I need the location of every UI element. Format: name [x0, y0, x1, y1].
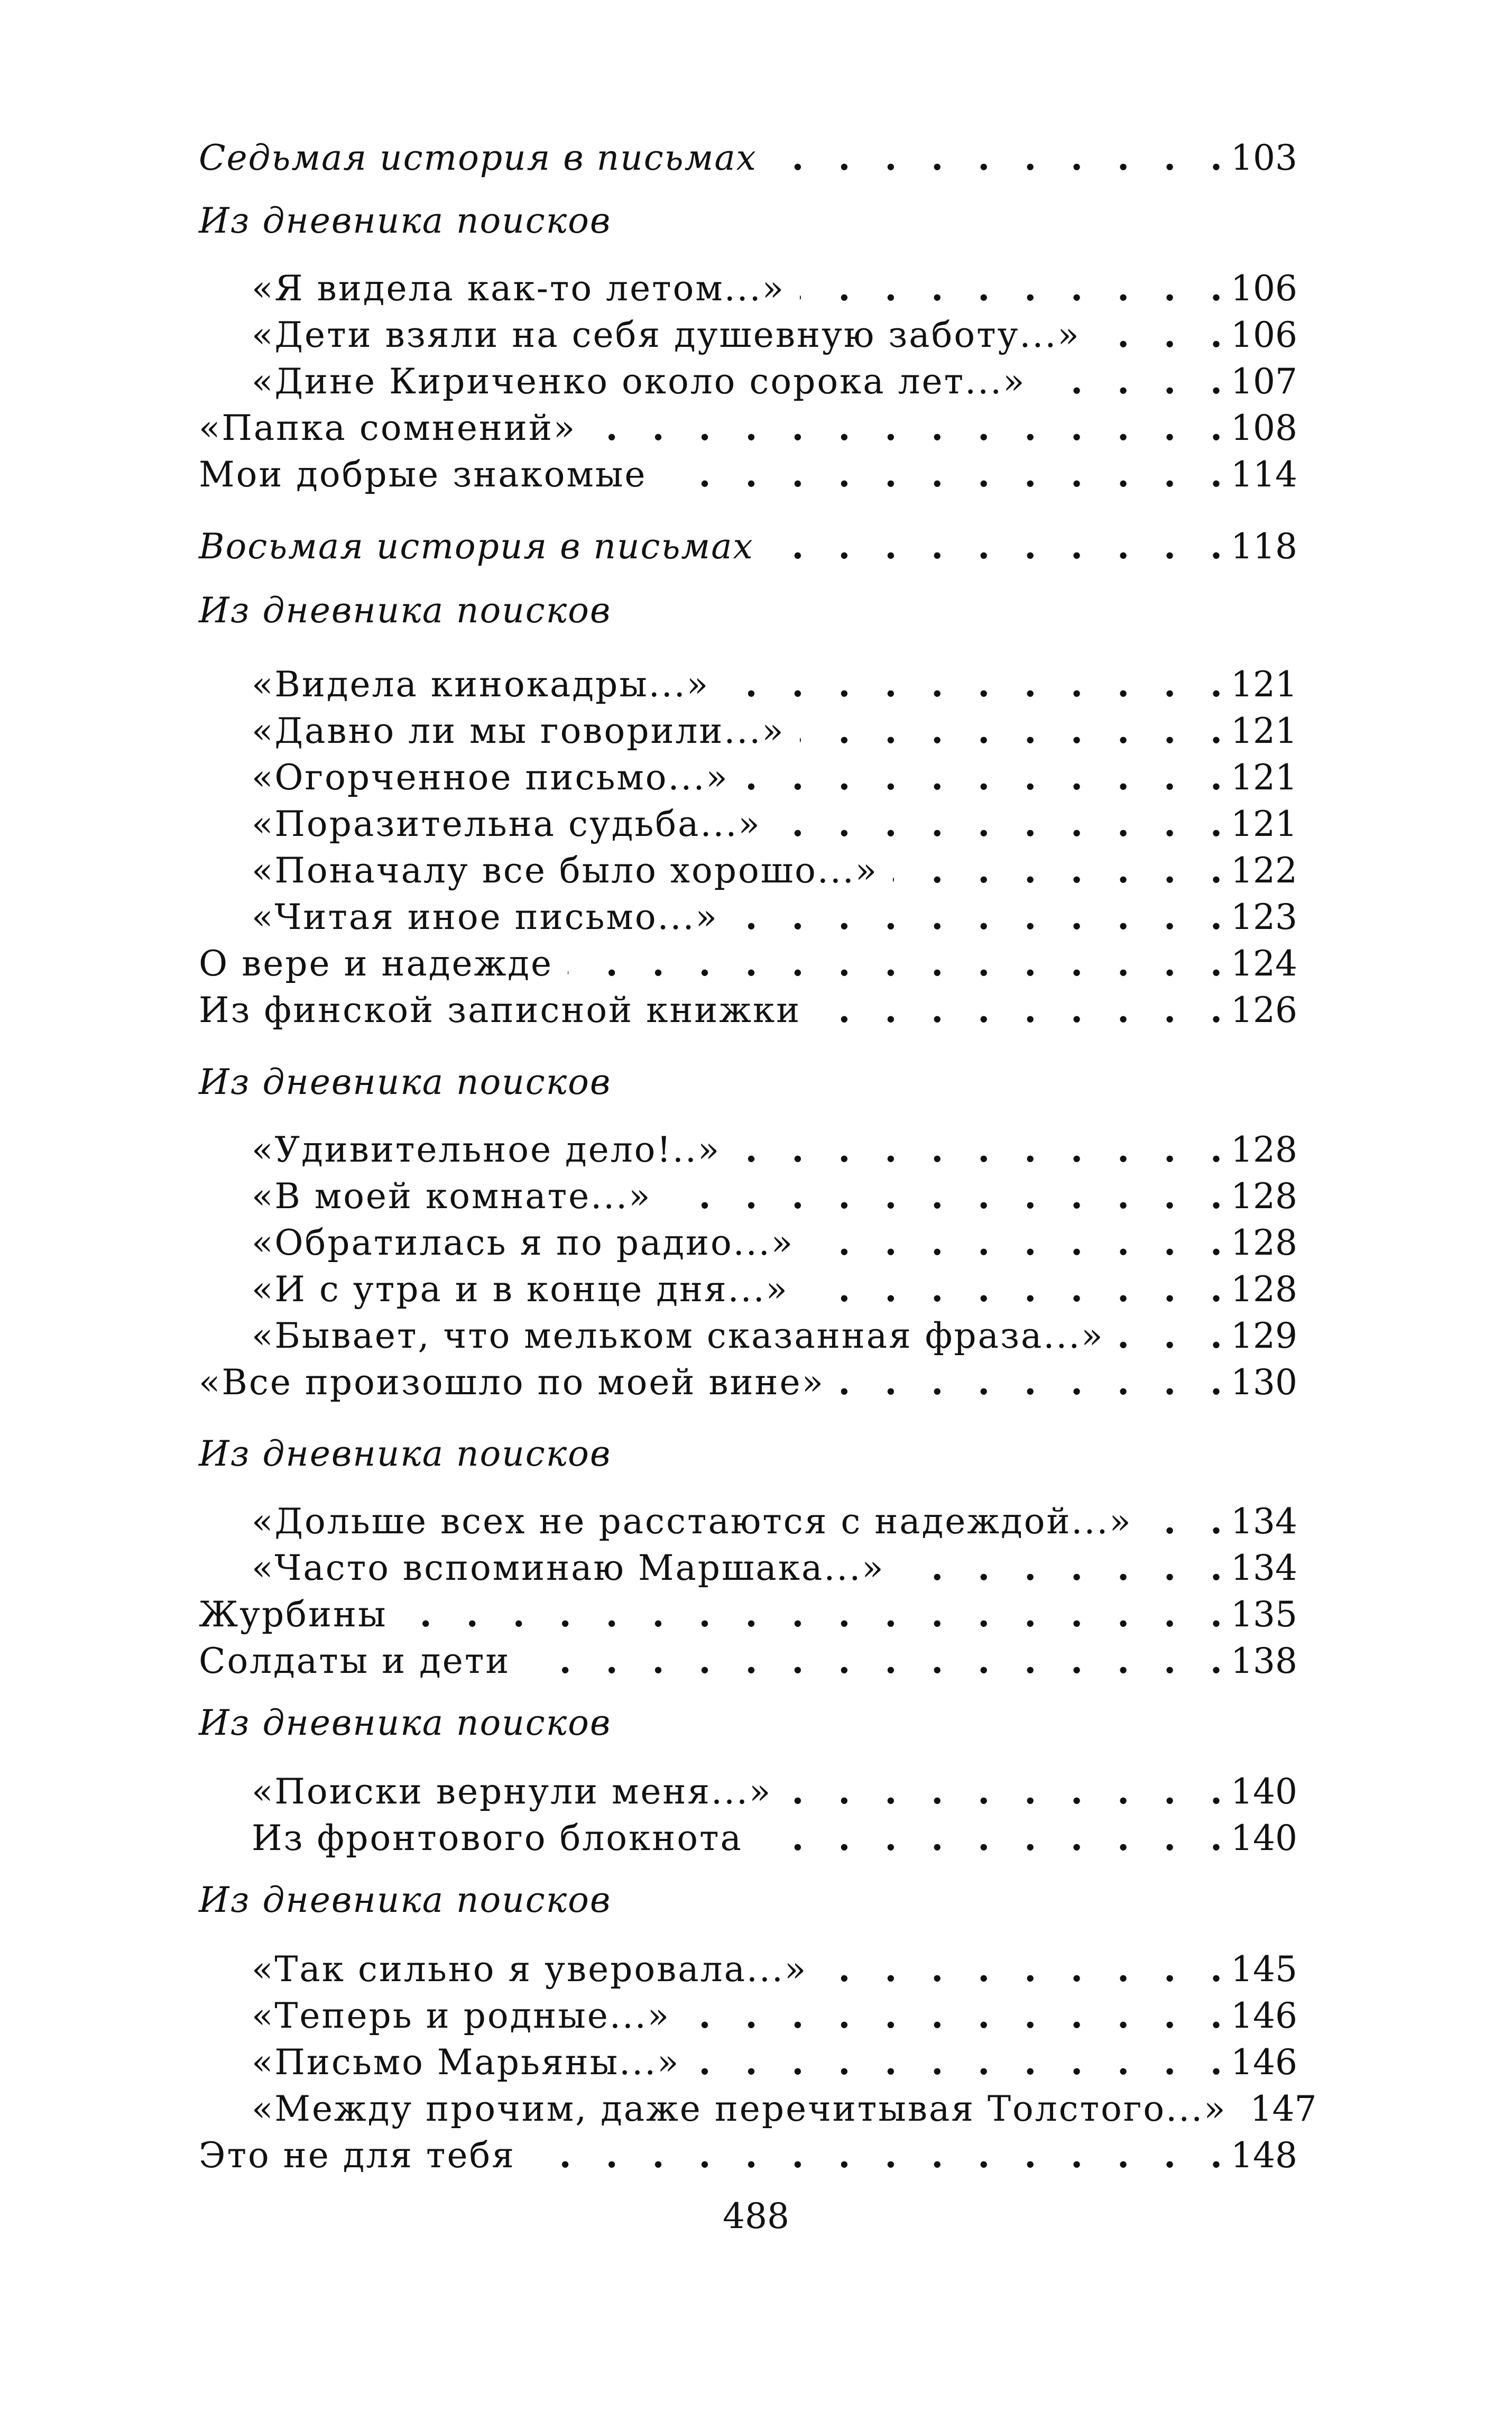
toc-entry-title: Мои добрые знакомые	[199, 454, 647, 495]
section-heading: Из дневника поисков	[199, 1062, 612, 1102]
toc-entry	[252, 1815, 1297, 1861]
toc-entry	[252, 358, 1297, 404]
toc-entry-title: «Давно ли мы говорили...»	[252, 711, 785, 751]
toc-page-number: 129	[1231, 1315, 1297, 1356]
toc-page-number: 148	[1231, 2135, 1297, 2176]
toc-page-number: 106	[1231, 315, 1297, 355]
dot-leader	[840, 1359, 1222, 1405]
dot-leader	[735, 1126, 1222, 1173]
toc-entry	[252, 265, 1297, 311]
toc-entry	[252, 311, 1297, 358]
toc-entry-title: «Поразительна судьба...»	[252, 804, 761, 844]
toc-entry-title: «Дольше всех не расстаются с надеждой...»	[252, 1501, 1132, 1542]
dot-leader	[893, 847, 1222, 894]
toc-entry-title: «Дети взяли на себя душевную заботу...»	[252, 315, 1081, 355]
toc-entry-title: Это не для тебя	[199, 2135, 515, 2176]
dot-leader	[816, 987, 1222, 1033]
toc-entry	[252, 2039, 1297, 2085]
toc-page-number: 126	[1231, 990, 1297, 1030]
toc-entry-title: «Все произошло по моей вине»	[199, 1362, 825, 1403]
toc-page-number: 121	[1231, 757, 1297, 798]
toc-entry	[252, 754, 1297, 800]
dot-leader	[733, 894, 1222, 940]
dot-leader	[1040, 358, 1222, 404]
toc-page-number: 146	[1231, 1995, 1297, 2036]
toc-entry	[199, 523, 1297, 569]
dot-leader	[667, 1173, 1222, 1219]
toc-entry-title: «Огорченное письмо...»	[252, 757, 729, 798]
dot-leader	[804, 1266, 1222, 1312]
toc-entry	[252, 1768, 1297, 1815]
dot-leader	[661, 451, 1222, 498]
toc-page-number: 107	[1231, 361, 1297, 402]
dot-leader	[772, 134, 1222, 181]
toc-entry	[199, 1591, 1297, 1637]
dot-leader	[525, 1637, 1222, 1684]
dot-leader	[402, 1591, 1222, 1637]
toc-entry-title: «Обратилась я по радио...»	[252, 1222, 795, 1263]
toc-page-number: 130	[1231, 1362, 1297, 1403]
toc-entry	[252, 894, 1297, 940]
toc-page-number: 121	[1231, 664, 1297, 705]
dot-leader	[685, 1992, 1222, 2039]
dot-leader	[809, 1219, 1222, 1266]
toc-entry	[199, 404, 1297, 451]
toc-entry	[199, 1359, 1297, 1405]
toc-entry-title: «Так сильно я уверовала...»	[252, 1949, 808, 1990]
toc-entry-title: Восьмая история в письмах	[199, 526, 754, 567]
toc-page-number: 134	[1231, 1501, 1297, 1542]
toc-entry	[252, 1946, 1297, 1992]
toc-entry	[199, 134, 1297, 181]
toc-entry	[199, 451, 1297, 498]
toc-entry-title: «Удивительное дело!..»	[252, 1129, 721, 1170]
toc-page-number: 128	[1231, 1176, 1297, 1217]
section-heading: Из дневника поисков	[199, 1433, 612, 1474]
toc-page-number: 140	[1231, 1818, 1297, 1858]
dot-leader	[1095, 311, 1222, 358]
toc-entry-title: «Поначалу все было хорошо...»	[252, 850, 879, 891]
dot-leader	[695, 2039, 1222, 2085]
toc-page-number: 106	[1231, 268, 1297, 309]
dot-leader	[769, 523, 1222, 569]
toc-page-number: 124	[1231, 943, 1297, 984]
toc-entry	[252, 661, 1297, 707]
toc-entry	[252, 1312, 1297, 1359]
toc-entry	[252, 800, 1297, 847]
toc-page-number: 121	[1231, 711, 1297, 751]
toc-page-number: 147	[1250, 2088, 1317, 2129]
toc-entry	[199, 2132, 1297, 2178]
toc-entry-title: «Видела кинокадры...»	[252, 664, 710, 705]
dot-leader	[1147, 1498, 1222, 1544]
toc-entry-title: «Теперь и родные...»	[252, 1995, 671, 2036]
toc-entry-title: Солдаты и дети	[199, 1641, 511, 1681]
toc-entry-title: «Часто вспоминаю Маршака...»	[252, 1548, 885, 1588]
toc-entry-title: Журбины	[199, 1594, 388, 1635]
toc-entry-title: «Читая иное письмо...»	[252, 897, 718, 937]
toc-page-number: 128	[1231, 1269, 1297, 1310]
toc-entry-title: «Папка сомнений»	[199, 408, 577, 448]
section-heading: Из дневника поисков	[199, 200, 612, 241]
toc-entry-title: «Дине Кириченко около сорока лет...»	[252, 361, 1026, 402]
toc-entry-title: Из финской записной книжки	[199, 990, 801, 1030]
toc-page-number: 134	[1231, 1548, 1297, 1588]
page-number-footer: 488	[723, 2196, 789, 2237]
dot-leader	[568, 940, 1222, 987]
toc-entry-title: Седьмая история в письмах	[199, 137, 757, 178]
dot-leader	[758, 1815, 1222, 1861]
section-heading: Из дневника поисков	[199, 590, 612, 631]
toc-entry	[252, 847, 1297, 894]
dot-leader	[822, 1946, 1222, 1992]
toc-entry	[199, 940, 1297, 987]
toc-page-number: 123	[1231, 897, 1297, 937]
dot-leader	[530, 2132, 1222, 2178]
dot-leader	[800, 265, 1222, 311]
toc-page-number: 140	[1231, 1771, 1297, 1812]
toc-entry	[252, 1126, 1297, 1173]
toc-page-number: 135	[1231, 1594, 1297, 1635]
toc-entry	[252, 1544, 1297, 1591]
toc-entry-title: Из фронтового блокнота	[252, 1818, 743, 1858]
toc-page-number: 121	[1231, 804, 1297, 844]
toc-entry-title: «Письмо Марьяны...»	[252, 2042, 680, 2083]
toc-entry	[252, 1173, 1297, 1219]
toc-page-number: 146	[1231, 2042, 1297, 2083]
dot-leader	[787, 1768, 1222, 1815]
dot-leader	[1119, 1312, 1222, 1359]
toc-entry-title: «Бывает, что мельком сказанная фраза...»	[252, 1315, 1104, 1356]
toc-entry-title: «Между прочим, даже перечитывая Толстого...»	[252, 2088, 1227, 2129]
toc-page-number: 128	[1231, 1129, 1297, 1170]
toc-entry	[252, 1266, 1297, 1312]
dot-leader	[724, 661, 1222, 707]
dot-leader	[800, 707, 1222, 754]
toc-entry-title: «Поиски вернули меня...»	[252, 1771, 772, 1812]
toc-page-number: 145	[1231, 1949, 1297, 1990]
toc-entry	[252, 2085, 1317, 2132]
dot-leader	[591, 404, 1222, 451]
toc-page-number: 114	[1231, 454, 1297, 495]
toc-page-number: 118	[1231, 526, 1297, 567]
toc-entry-title: «В моей комнате...»	[252, 1176, 652, 1217]
dot-leader	[776, 800, 1222, 847]
toc-page-number: 103	[1231, 137, 1297, 178]
toc-entry-title: О вере и надежде	[199, 943, 554, 984]
section-heading: Из дневника поисков	[199, 1703, 612, 1743]
toc-entry	[199, 987, 1297, 1033]
toc-entry	[252, 1498, 1297, 1544]
toc-entry-title: «Я видела как-то летом...»	[252, 268, 786, 309]
dot-leader	[900, 1544, 1222, 1591]
section-heading: Из дневника поисков	[199, 1880, 612, 1920]
toc-page-number: 122	[1231, 850, 1297, 891]
dot-leader	[744, 754, 1222, 800]
toc-page-number: 128	[1231, 1222, 1297, 1263]
toc-entry	[199, 1637, 1297, 1684]
toc-entry-title: «И с утра и в конце дня...»	[252, 1269, 789, 1310]
toc-entry	[252, 707, 1297, 754]
toc-entry	[252, 1992, 1297, 2039]
toc-page-number: 138	[1231, 1641, 1297, 1681]
toc-entry	[252, 1219, 1297, 1266]
toc-page-number: 108	[1231, 408, 1297, 448]
